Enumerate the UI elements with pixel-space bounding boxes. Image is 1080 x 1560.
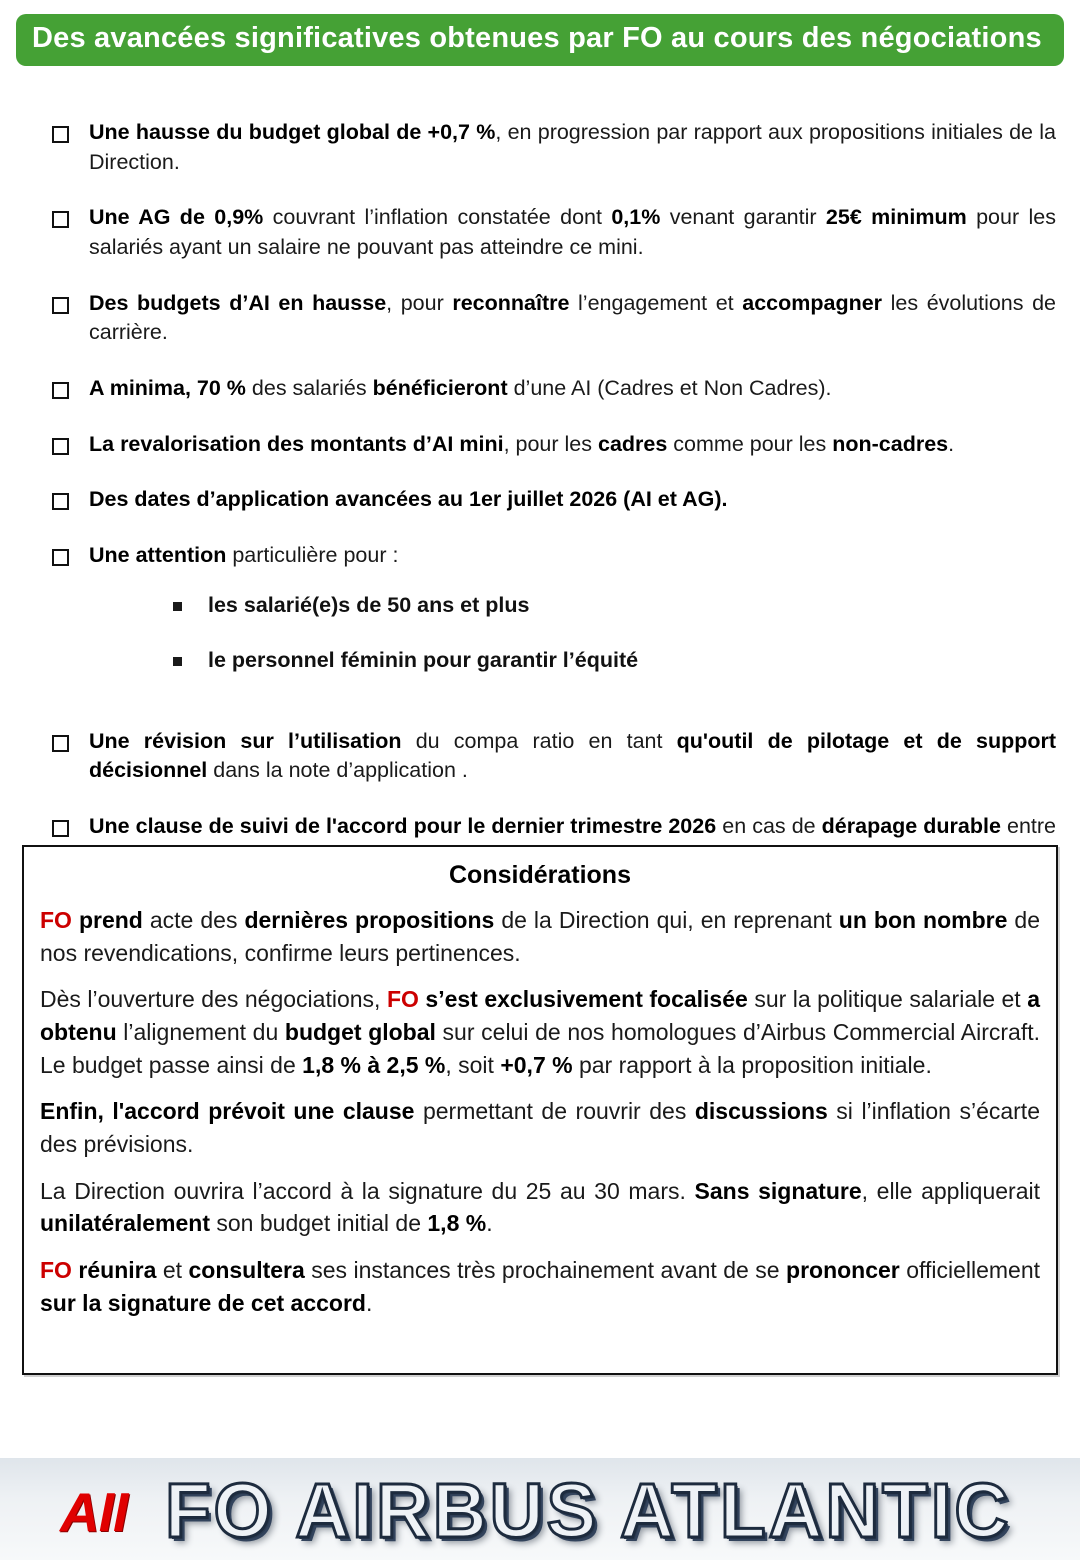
list-item [0,289,1080,348]
empty-square-bullet-icon [52,297,69,314]
considerations-paragraph: La Direction ouvrira l’accord à la signature du 25 au 30 mars. Sans signature, elle appliquerait unilatéralement son budget initial de 1,8 %. [40,1177,1040,1237]
empty-square-bullet-icon [52,438,69,455]
list-item-text: Une AG de 0,9% couvrant l’inflation constatée dont 0,1% venant garantir 25€ minimum pour les salariés ayant un salaire ne pouvant pas atteindre ce mini. [89,205,1056,259]
list-item-text: Des dates d’application avancées au 1er juillet 2026 (AI et AG). [89,487,728,512]
list-item-text: Une attention particulière pour : [89,542,399,567]
list-item-text: Une révision sur l’utilisation du compa ratio en tant qu'outil de pilotage et de support décisionnel dans la note d’application . [89,728,1057,783]
list-item-text: Une hausse du budget global de +0,7 %, en progression par rapport aux propositions initiales de la Direction. [89,120,1056,174]
considerations-paragraph: FO prend acte des dernières propositions de la Direction qui, en reprenant un bon nombre de nos revendications, confirme leurs pertinences. [40,907,1041,966]
sub-list-item-text: les salarié(e)s de 50 ans et plus [208,592,530,617]
page-title-banner: Des avancées significatives obtenues par FO au cours des négociations [16,14,1064,66]
empty-square-bullet-icon [52,493,69,510]
filled-square-bullet-icon [173,602,182,611]
fo-logo-mark: AII [60,1480,128,1543]
considerations-paragraph: Dès l’ouverture des négociations, FO s’est exclusivement focalisée sur la politique salariale et a obtenu l’alignement du budget global sur celui de nos homologues d’Airbus Commercial Aircraft. Le budget passe ainsi de 1,8 % à 2,5 %, soit +0,7 % par rapport à la proposition initiale. [40,986,1040,1078]
empty-square-bullet-icon [52,735,69,752]
empty-square-bullet-icon [52,820,69,837]
key-points-list [0,118,1080,897]
considerations-title: Considérations [449,861,631,889]
list-item [0,118,1080,177]
empty-square-bullet-icon [52,382,69,399]
empty-square-bullet-icon [52,549,69,566]
empty-square-bullet-icon [52,211,69,228]
list-item-text: Des budgets d’AI en hausse, pour reconnaître l’engagement et accompagner les évolutions de carrière. [89,290,1057,345]
list-item [0,203,1080,262]
filled-square-bullet-icon [173,657,182,666]
list-item-text: La revalorisation des montants d’AI mini, pour les cadres comme pour les non-cadres. [89,431,955,456]
footer-banner [0,1458,1080,1560]
sub-list-item [173,646,1056,675]
sub-list-item [173,591,1056,620]
list-item [0,541,1080,701]
sub-list-item-text: le personnel féminin pour garantir l’équité [208,647,639,672]
list-item [0,485,1080,515]
sub-list [89,591,1056,675]
considerations-body [40,904,1040,1319]
list-item-text: Une clause de suivi de l'accord pour le dernier trimestre 2026 en cas de dérapage durable entre [89,813,1057,838]
considerations-paragraph: Enfin, l'accord prévoit une clause permettant de rouvrir des discussions si l’inflation s’écarte des prévisions. [40,1098,1040,1157]
fo-airbus-atlantic-wordmark: FO AIRBUS ATLANTIC [165,1467,1012,1554]
list-item-text: A minima, 70 % des salariés bénéficieront d’une AI (Cadres et Non Cadres). [89,375,832,400]
empty-square-bullet-icon [52,126,69,143]
considerations-box [22,845,1058,1375]
list-item [0,430,1080,460]
considerations-paragraph: FO réunira et consultera ses instances très prochainement avant de se prononcer officiellement sur la signature de cet accord. [40,1256,1041,1316]
list-item [0,727,1080,786]
list-item [0,374,1080,404]
